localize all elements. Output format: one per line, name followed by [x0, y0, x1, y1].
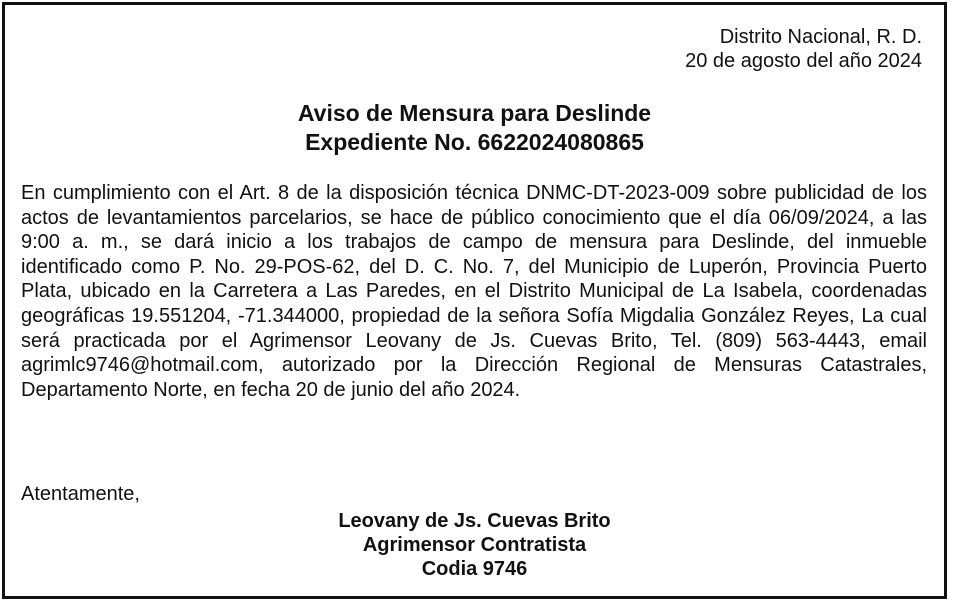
date-line: 20 de agosto del año 2024	[685, 50, 922, 72]
notice-body: En cumplimiento con el Art. 8 de la disposición técnica DNMC-DT-2023-009 sobre publicidad de los actos de levantamientos parcelarios, se hace de público conocimiento que el día 06/09/2024, a las 9:00 a. m., se dará inicio a los trabajos de campo de mensura para Deslinde, del inmueble identificado como P. No. 29-POS-62, del D. C. No. 7, del Municipio de Luperón, Provincia Puerto Plata, ubicado en la Carretera a Las Paredes, en el Distrito Municipal de La Isabela, coordenadas geográficas 19.551204, -71.344000, propiedad de la señora Sofía Migdalia González Reyes, La cual será practicada por el Agrimensor Leovany de Js. Cuevas Brito, Tel. (809) 563-4443, email agrimlc9746@hotmail.com, autorizado por la Dirección Regional de Mensuras Catastrales, Departamento Norte, en fecha 20 de junio del año 2024.	[21, 182, 927, 401]
signer-role: Agrimensor Contratista	[362, 534, 587, 556]
notice-title: Aviso de Mensura para Deslinde	[297, 100, 652, 126]
file-number: Expediente No. 6622024080865	[305, 129, 644, 155]
location-line: Distrito Nacional, R. D.	[719, 26, 922, 48]
signature-block	[5, 509, 944, 581]
header-block	[685, 25, 922, 73]
notice-frame	[2, 2, 947, 599]
signer-name: Leovany de Js. Cuevas Brito	[338, 510, 611, 532]
signer-codia: Codia 9746	[421, 558, 528, 580]
title-block	[5, 99, 944, 157]
closing-salutation: Atentamente,	[21, 483, 140, 505]
